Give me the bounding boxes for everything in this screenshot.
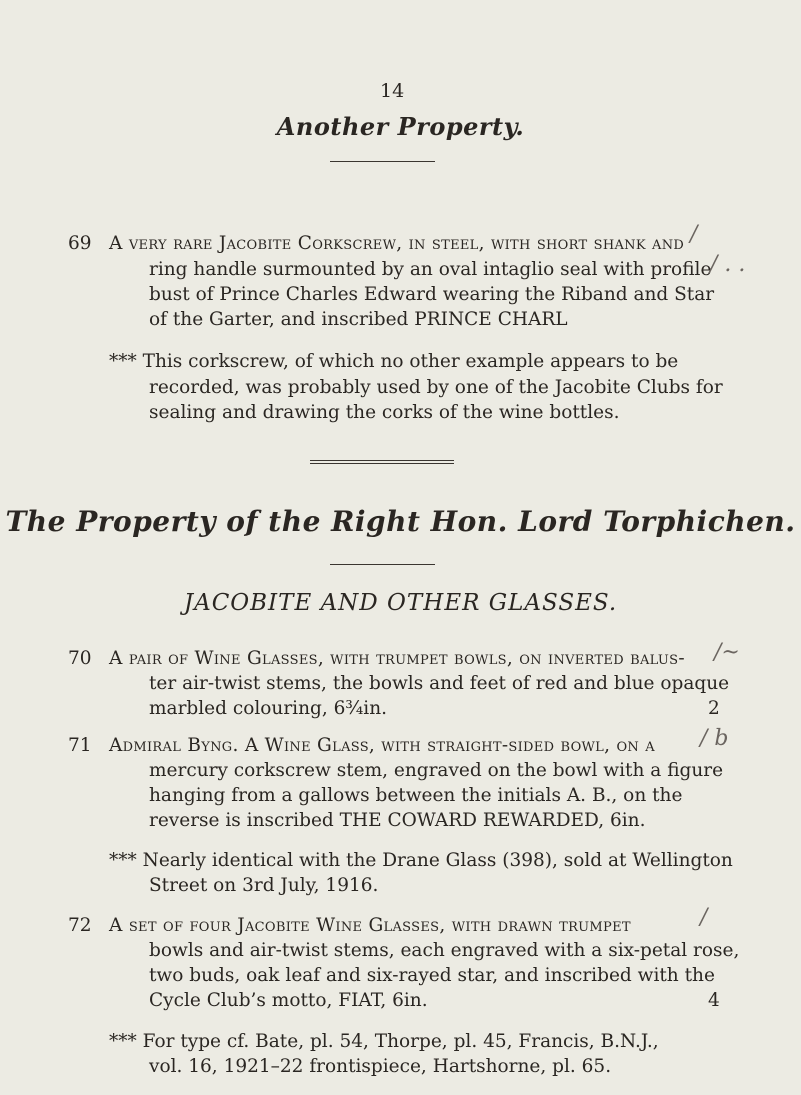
lot-71-line-4: reverse is inscribed THE COWARD REWARDED, 6in. bbox=[149, 810, 646, 831]
lot-70-line-3: marbled colouring, 6¾in. bbox=[149, 698, 388, 719]
lot-71-line-1: Admiral Byng. A Wine Glass, with straight-sided bowl, on a bbox=[109, 735, 655, 756]
pencil-annotation: / . . bbox=[710, 252, 746, 277]
lot-70-line-2: ter air-twist stems, the bowls and feet of red and blue opaque bbox=[149, 673, 730, 694]
lot-71-note-line-1: *** Nearly identical with the Drane Glass (398), sold at Wellington bbox=[109, 850, 733, 871]
double-divider-bottom bbox=[310, 463, 454, 464]
lot-72-line-1: A set of four Jacobite Wine Glasses, with drawn trumpet bbox=[109, 915, 631, 936]
lot-71-number: 71 bbox=[68, 735, 92, 756]
lot-72-line-2: bowls and air-twist stems, each engraved with a six-petal rose, bbox=[149, 940, 740, 961]
lot-70-line-1: A pair of Wine Glasses, with trumpet bowls, on inverted balus- bbox=[109, 648, 685, 669]
lot-72-note-line-2: vol. 16, 1921–22 frontispiece, Hartshorne, pl. 65. bbox=[149, 1056, 612, 1077]
lot-69-note-line-3: sealing and drawing the corks of the wine bottles. bbox=[149, 402, 620, 423]
lot-69-line-3: bust of Prince Charles Edward wearing the Riband and Star bbox=[149, 284, 715, 305]
lot-69-number: 69 bbox=[68, 233, 92, 254]
double-divider-top bbox=[310, 460, 454, 461]
lot-72-line-4: Cycle Club’s motto, FIAT, 6in. bbox=[149, 990, 428, 1011]
lot-72-number: 72 bbox=[68, 915, 92, 936]
lot-71-note-line-2: Street on 3rd July, 1916. bbox=[149, 875, 379, 896]
lot-72-note-line-1: *** For type cf. Bate, pl. 54, Thorpe, pl. 45, Francis, B.N.J., bbox=[109, 1031, 659, 1052]
section-heading-property-of: The Property of the Right Hon. Lord Torphichen. bbox=[5, 505, 796, 538]
lot-69-note-line-1: *** This corkscrew, of which no other example appears to be bbox=[109, 351, 679, 372]
pencil-annotation: /~ bbox=[714, 640, 740, 665]
lot-69-line-4: of the Garter, and inscribed PRINCE CHARL bbox=[149, 309, 568, 330]
pencil-annotation: / bbox=[700, 905, 708, 930]
lot-72-quantity: 4 bbox=[708, 990, 720, 1011]
lot-70-number: 70 bbox=[68, 648, 92, 669]
lot-72-line-3: two buds, oak leaf and six-rayed star, and inscribed with the bbox=[149, 965, 715, 986]
pencil-annotation: / b bbox=[700, 726, 729, 751]
pencil-annotation: / bbox=[690, 222, 698, 247]
section-heading-glasses: JACOBITE AND OTHER GLASSES. bbox=[183, 590, 618, 616]
lot-71-line-2: mercury corkscrew stem, engraved on the bowl with a figure bbox=[149, 760, 724, 781]
section-heading-another-property: Another Property. bbox=[276, 112, 525, 141]
lot-70-quantity: 2 bbox=[708, 698, 720, 719]
lot-69-line-2: ring handle surmounted by an oval intaglio seal with profile bbox=[149, 259, 712, 280]
divider bbox=[330, 161, 435, 162]
lot-69-note-line-2: recorded, was probably used by one of the Jacobite Clubs for bbox=[149, 377, 723, 398]
lot-69-line-1: A very rare Jacobite Corkscrew, in steel, with short shank and bbox=[109, 233, 685, 254]
divider bbox=[330, 564, 435, 565]
page-number: 14 bbox=[380, 80, 405, 102]
lot-71-line-3: hanging from a gallows between the initials A. B., on the bbox=[149, 785, 683, 806]
